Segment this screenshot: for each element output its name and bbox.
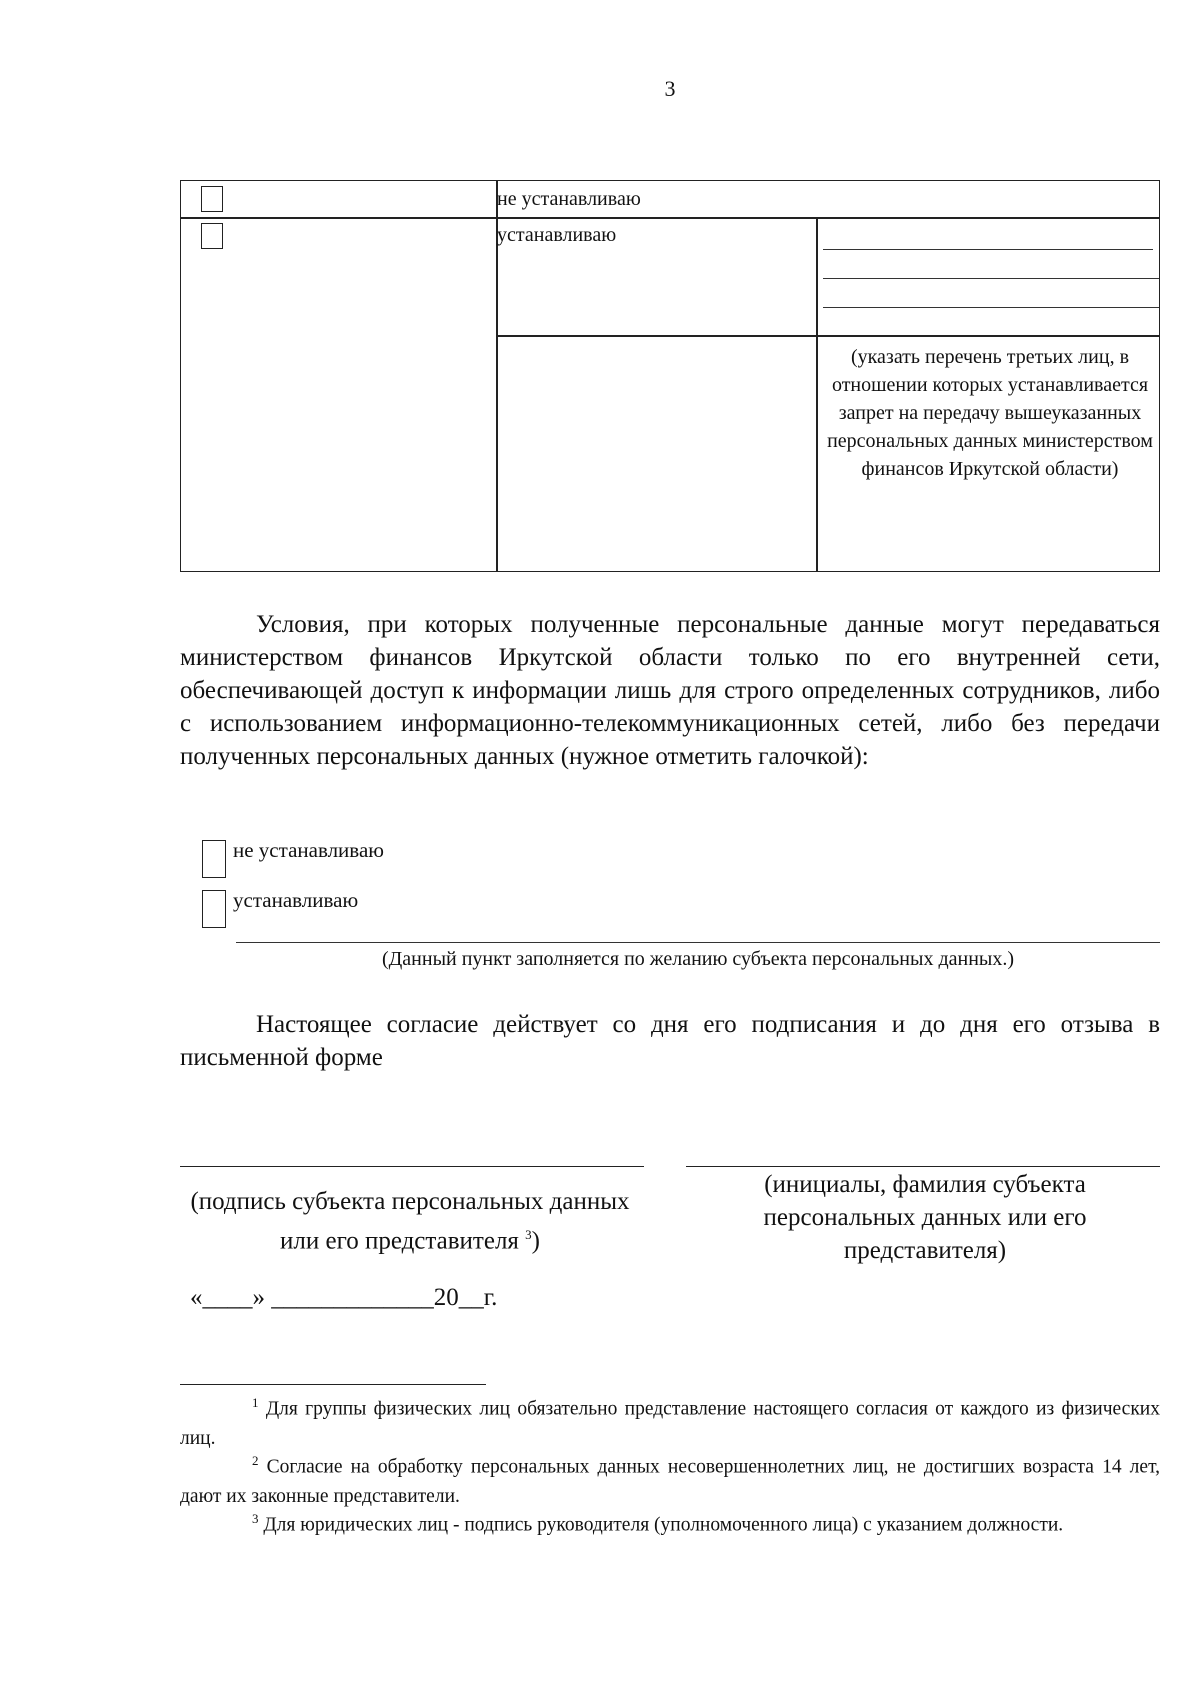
row1-label: не устанавливаю (497, 188, 641, 210)
validity-paragraph (180, 1008, 1160, 1074)
conditions-not-set-label: не устанавливаю (233, 838, 384, 862)
conditions-fill-line[interactable] (236, 942, 1160, 943)
conditions-set-label: устанавливаю (233, 888, 359, 912)
table-divider (181, 217, 1159, 219)
third-party-fill-line[interactable] (823, 249, 1153, 250)
footnote-ref-3: 3 (525, 1227, 532, 1242)
footnote-1 (180, 1388, 1160, 1453)
signature-line[interactable] (180, 1166, 644, 1167)
footnote-mark: 1 (252, 1395, 259, 1410)
conditions-paragraph (180, 608, 1160, 773)
conditions-text: Условия, при которых полученные персональные данные могут передаваться министерством финансов Иркутской области только по его внутренней сети, обеспечивающей доступ к информации лишь для строго определенных сотрудников, либо с использованием информационно-телекоммуникационных сетей, либо без передачи полученных персональных данных (нужное отметить галочкой): (180, 611, 1160, 770)
footnote-mark: 2 (252, 1453, 259, 1468)
conditions-set-checkbox[interactable] (202, 890, 226, 928)
third-party-fill-line[interactable] (823, 307, 1159, 308)
footnote-mark: 3 (252, 1511, 259, 1526)
signature-caption (190, 1185, 630, 1257)
name-line[interactable] (686, 1166, 1160, 1167)
row1-checkbox[interactable] (201, 186, 223, 212)
table-divider (496, 335, 1159, 337)
page-number: 3 (664, 76, 676, 101)
footnote-3 (180, 1504, 1160, 1540)
footnote-text: Согласие на обработку персональных данных несовершеннолетних лиц, не достигших возраста 14 лет, дают их законные представители. (180, 1456, 1161, 1507)
name-caption: (инициалы, фамилия субъекта персональных данных или его представителя) (763, 1171, 1087, 1264)
row2-label: устанавливаю (497, 224, 617, 246)
footnote-text: Для группы физических лиц обязательно представление настоящего согласия от каждого из физических лиц. (180, 1398, 1160, 1449)
footnote-separator (180, 1384, 486, 1385)
validity-text: Настоящее согласие действует со дня его подписания и до дня его отзыва в письменной форме (180, 1011, 1160, 1071)
date-line[interactable]: «____» _____________20__г. (190, 1284, 498, 1311)
conditions-not-set-checkbox[interactable] (202, 840, 226, 878)
footnote-2 (180, 1446, 1160, 1511)
third-parties-note: (указать перечень третьих лиц, в отношении которых устанавливается запрет на передачу вышеуказанных персональных данных министерством финансов Иркутской области) (827, 346, 1153, 480)
conditions-note: (Данный пункт заполняется по желанию субъекта персональных данных.) (381, 948, 1014, 970)
footnote-text: Для юридических лиц - подпись руководителя (уполномоченного лица) с указанием должности. (263, 1514, 1064, 1536)
signature-caption-close: ) (531, 1227, 540, 1255)
signature-caption-text: (подпись субъекта персональных данных или его представителя (190, 1188, 630, 1255)
row2-checkbox[interactable] (201, 223, 223, 249)
third-party-fill-line[interactable] (823, 278, 1159, 279)
